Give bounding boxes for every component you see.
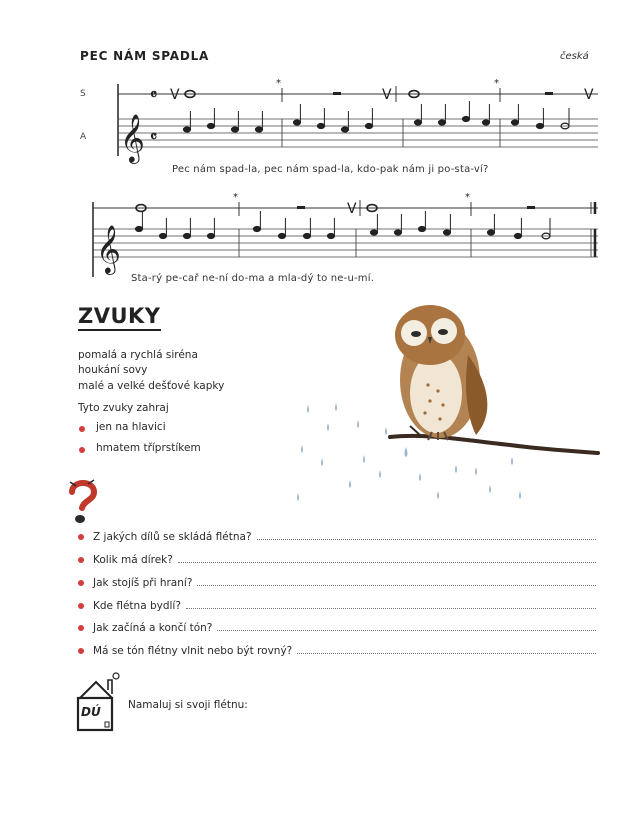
- song-title: PEC NÁM SPADLA: [80, 49, 210, 63]
- svg-text:V: V: [170, 87, 180, 103]
- svg-text:V: V: [347, 201, 357, 217]
- svg-text:*: *: [233, 192, 238, 203]
- svg-text:𝄞: 𝄞: [96, 224, 121, 273]
- song-origin: česká: [560, 51, 589, 62]
- answer-line[interactable]: [217, 621, 596, 631]
- bullet-dot: [79, 426, 85, 432]
- svg-text:*: *: [494, 78, 499, 89]
- answer-line[interactable]: [197, 576, 596, 586]
- svg-text:𝄴: 𝄴: [150, 85, 158, 104]
- bullet-dot: [78, 625, 84, 631]
- question-text: Kolik má dírek?: [93, 554, 173, 566]
- bullet-item-2: hmatem tříprstíkem: [96, 442, 201, 454]
- owl-illustration: [280, 295, 600, 525]
- house-icon: [74, 672, 126, 734]
- bullet-dot: [78, 603, 84, 609]
- raindrop-icon: [297, 403, 521, 501]
- svg-text:*: *: [276, 78, 281, 89]
- bullet-item-1: jen na hlavici: [96, 421, 166, 433]
- lyrics-line-2: Sta-rý pe-cař ne-ní do-ma a mla-dý to ne-u-mí.: [131, 273, 375, 284]
- answer-line[interactable]: [186, 599, 596, 609]
- svg-text:𝄞: 𝄞: [120, 113, 145, 162]
- instruction-text: Tyto zvuky zahraj: [78, 402, 169, 414]
- question-row[interactable]: [78, 621, 596, 635]
- section-heading: ZVUKY: [78, 304, 161, 331]
- part-label-soprano: S: [80, 89, 86, 99]
- homework-text: Namaluj si svoji flétnu:: [128, 699, 248, 711]
- sound-line-1: pomalá a rychlá siréna: [78, 349, 198, 361]
- homework-badge: DÚ: [81, 705, 101, 719]
- sound-line-2: houkání sovy: [78, 364, 148, 376]
- question-text: Jak stojíš při hraní?: [93, 577, 193, 589]
- question-row[interactable]: [78, 576, 596, 590]
- question-mark-icon: [62, 478, 102, 528]
- sound-line-3: malé a velké dešťové kapky: [78, 380, 225, 392]
- bullet-dot: [78, 534, 84, 540]
- question-text: Má se tón flétny vlnit nebo být rovný?: [93, 645, 293, 657]
- svg-text:*: *: [465, 192, 470, 203]
- bullet-dot: [78, 580, 84, 586]
- question-row[interactable]: [78, 644, 596, 658]
- bullet-dot: [78, 557, 84, 563]
- svg-text:V: V: [382, 87, 392, 103]
- answer-line[interactable]: [297, 644, 596, 654]
- bullet-dot: [79, 447, 85, 453]
- question-text: Z jakých dílů se skládá flétna?: [93, 531, 252, 543]
- lyrics-line-1: Pec nám spad-la, pec nám spad-la, kdo-pak nám ji po-sta-ví?: [172, 164, 489, 175]
- question-row[interactable]: [78, 553, 596, 567]
- answer-line[interactable]: [178, 553, 596, 563]
- part-label-alto: A: [80, 132, 87, 142]
- answer-line[interactable]: [257, 530, 596, 540]
- svg-text:𝄴: 𝄴: [150, 127, 158, 146]
- question-row[interactable]: [78, 530, 596, 544]
- question-text: Kde flétna bydlí?: [93, 600, 181, 612]
- svg-text:V: V: [584, 87, 594, 103]
- bullet-dot: [78, 648, 84, 654]
- question-text: Jak začíná a končí tón?: [93, 622, 213, 634]
- question-row[interactable]: [78, 599, 596, 613]
